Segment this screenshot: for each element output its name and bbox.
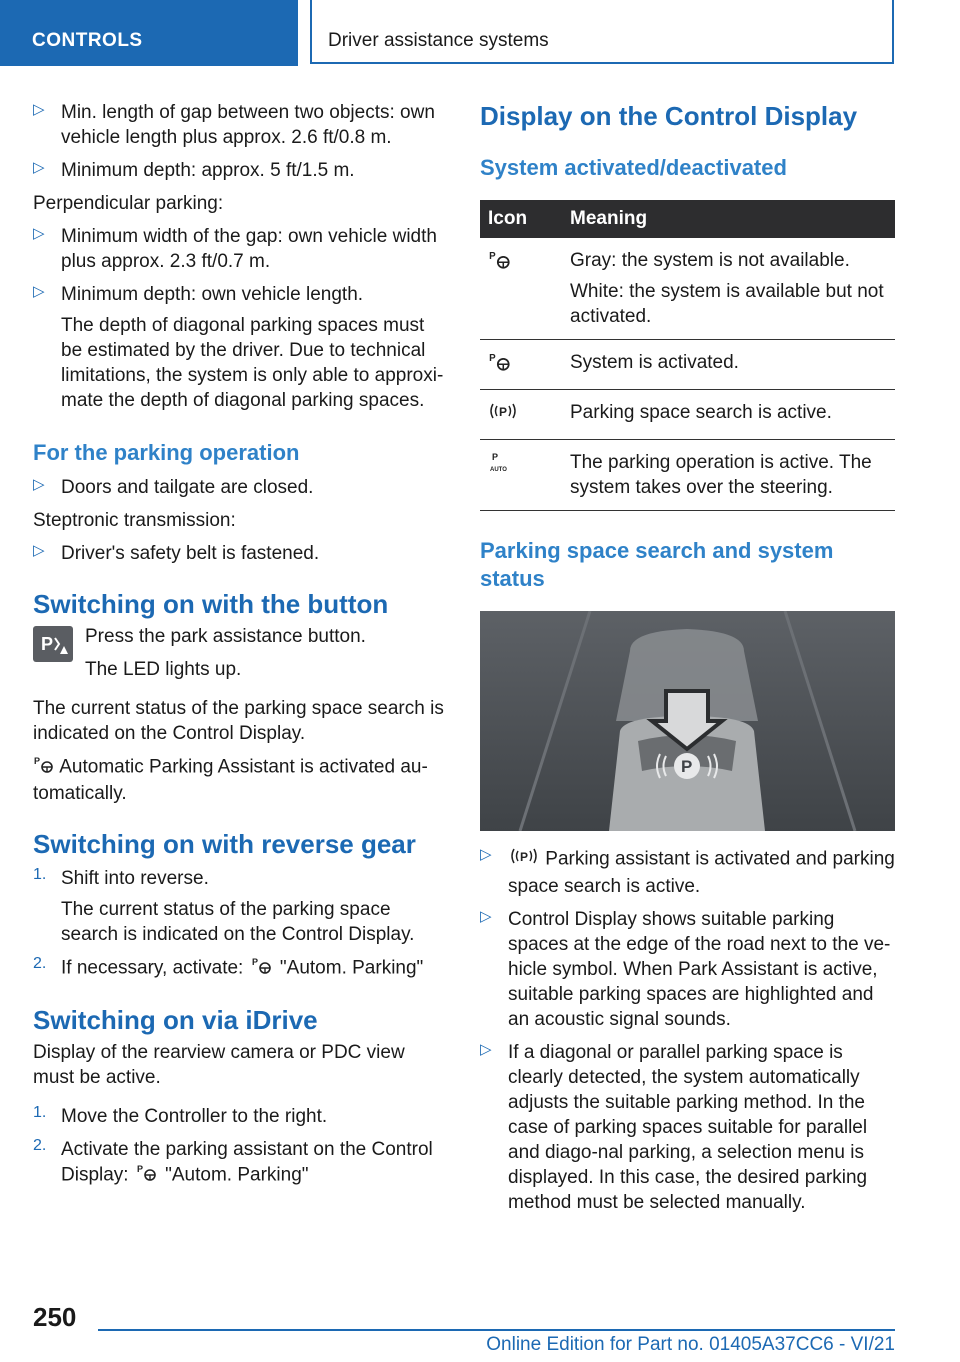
control-display-image bbox=[480, 611, 895, 831]
button-heading: Switching on with the button bbox=[33, 589, 389, 619]
idrive-text: Display of the rearview camera or PDC view must be active. bbox=[33, 1042, 405, 1088]
table-row: P AUTO The parking operation is active. The system takes over the steering. bbox=[480, 440, 895, 511]
svg-text:P: P bbox=[489, 353, 496, 364]
status-text: The current status of the parking space search is indicated on the Control Display. bbox=[33, 698, 444, 744]
svg-text:P: P bbox=[492, 452, 499, 462]
button-instruction: P Press the park assistance button. The LED lights up. bbox=[33, 624, 445, 682]
search-heading: Parking space search and system status bbox=[480, 538, 834, 591]
list-item: ▷ Driver's safety belt is fastened. bbox=[33, 542, 320, 564]
parking-assist-icon bbox=[134, 1162, 160, 1189]
parking-assist-gray-icon bbox=[488, 251, 512, 275]
table-row: P Parking space search is active. bbox=[480, 390, 895, 440]
list-item: ▷ If a diagonal or parallel parking space is clearly detected, the system automatically adjusts the suitable parking method. In the case of parking spaces suitable for parallel and diago-nal parking, a selection menu is displayed. In this case, the desired parking method must be selected manually. bbox=[480, 1041, 868, 1213]
svg-text:P: P bbox=[489, 251, 496, 262]
footer-divider bbox=[98, 1329, 895, 1331]
svg-text:P: P bbox=[136, 1164, 143, 1174]
col-icon-header: Icon bbox=[480, 200, 562, 238]
steptronic-label: Steptronic transmission: bbox=[33, 510, 236, 531]
list-item: ▷ Minimum width of the gap: own vehicle width plus approx. 2.3 ft/0.7 m. bbox=[33, 225, 437, 272]
list-item: ▷ Min. length of gap between two objects: own vehicle length plus approx. 2.6 ft/0.8 m. bbox=[33, 101, 435, 148]
list-item: ▷ Minimum depth: own vehicle length. The depth of diagonal parking spaces must be estimated by the driver. Due to technical limitations, the system is only able to approxi-mate the depth of diagonal parking spaces. bbox=[33, 283, 444, 411]
display-heading: Display on the Control Display bbox=[480, 101, 858, 131]
list-item: 2. If necessary, activate: P "Autom. Parking" bbox=[33, 955, 445, 982]
parking-assist-activated-icon bbox=[488, 353, 512, 377]
list-item: ▷ Control Display shows suitable parking spaces at the edge of the road next to the ve-hicle symbol. When Park Assistant is active, suitable parking spaces are highlighted and an acoustic signal sounds. bbox=[480, 908, 891, 1030]
section-title: CONTROLS bbox=[32, 30, 143, 51]
parking-assist-icon bbox=[33, 754, 55, 781]
page-header bbox=[0, 0, 960, 66]
activated-heading: System activated/deactivated bbox=[480, 155, 787, 180]
perpendicular-label: Perpendicular parking: bbox=[33, 193, 224, 214]
list-item: ▷ P Parking assistant is activated and parking space search is active. bbox=[480, 846, 895, 897]
svg-text:P: P bbox=[499, 405, 508, 419]
right-column bbox=[480, 100, 895, 1223]
chapter-title: Driver assistance systems bbox=[328, 30, 549, 51]
parking-operation-heading: For the parking operation bbox=[33, 440, 300, 465]
list-item: 1. Shift into reverse. The current status of the parking space search is indicated on the Control Display. bbox=[33, 866, 415, 945]
parking-assist-icon bbox=[249, 955, 275, 982]
svg-text:P: P bbox=[520, 850, 529, 864]
auto-text: P Automatic Parking Assistant is activated au-tomatically. bbox=[33, 756, 428, 804]
reverse-heading: Switching on with reverse gear bbox=[33, 829, 416, 859]
svg-text:P: P bbox=[251, 957, 258, 967]
col-meaning-header: Meaning bbox=[562, 200, 895, 238]
list-item: 1. Move the Controller to the right. bbox=[33, 1104, 328, 1127]
list-item: ▷ Minimum depth: approx. 5 ft/1.5 m. bbox=[33, 159, 355, 181]
left-column bbox=[33, 100, 445, 1197]
icon-table bbox=[480, 200, 895, 511]
parking-auto-icon bbox=[488, 452, 514, 479]
edition-info: Online Edition for Part no. 01405A37CC6 - VI/21 bbox=[486, 1334, 895, 1355]
idrive-heading: Switching on via iDrive bbox=[33, 1005, 318, 1035]
list-item: 2. Activate the parking assistant on the Control Display: P "Autom. Parking" bbox=[33, 1137, 445, 1189]
svg-text:AUTO: AUTO bbox=[490, 467, 507, 473]
svg-text:P: P bbox=[681, 757, 693, 776]
park-assist-button-icon bbox=[33, 626, 73, 662]
table-row: P Gray: the system is not available. White: the system is available but not activated. bbox=[480, 238, 895, 340]
table-row: P System is activated. bbox=[480, 340, 895, 390]
chapter-box bbox=[310, 0, 894, 64]
svg-text:P: P bbox=[41, 634, 54, 654]
svg-text:P: P bbox=[34, 756, 41, 766]
page-number: 250 bbox=[33, 1302, 77, 1332]
table-header-row bbox=[480, 200, 895, 238]
parking-space-search-icon bbox=[508, 845, 540, 874]
list-item: ▷ Doors and tailgate are closed. bbox=[33, 476, 314, 498]
section-tab bbox=[0, 0, 298, 66]
parking-space-search-icon bbox=[488, 406, 518, 427]
